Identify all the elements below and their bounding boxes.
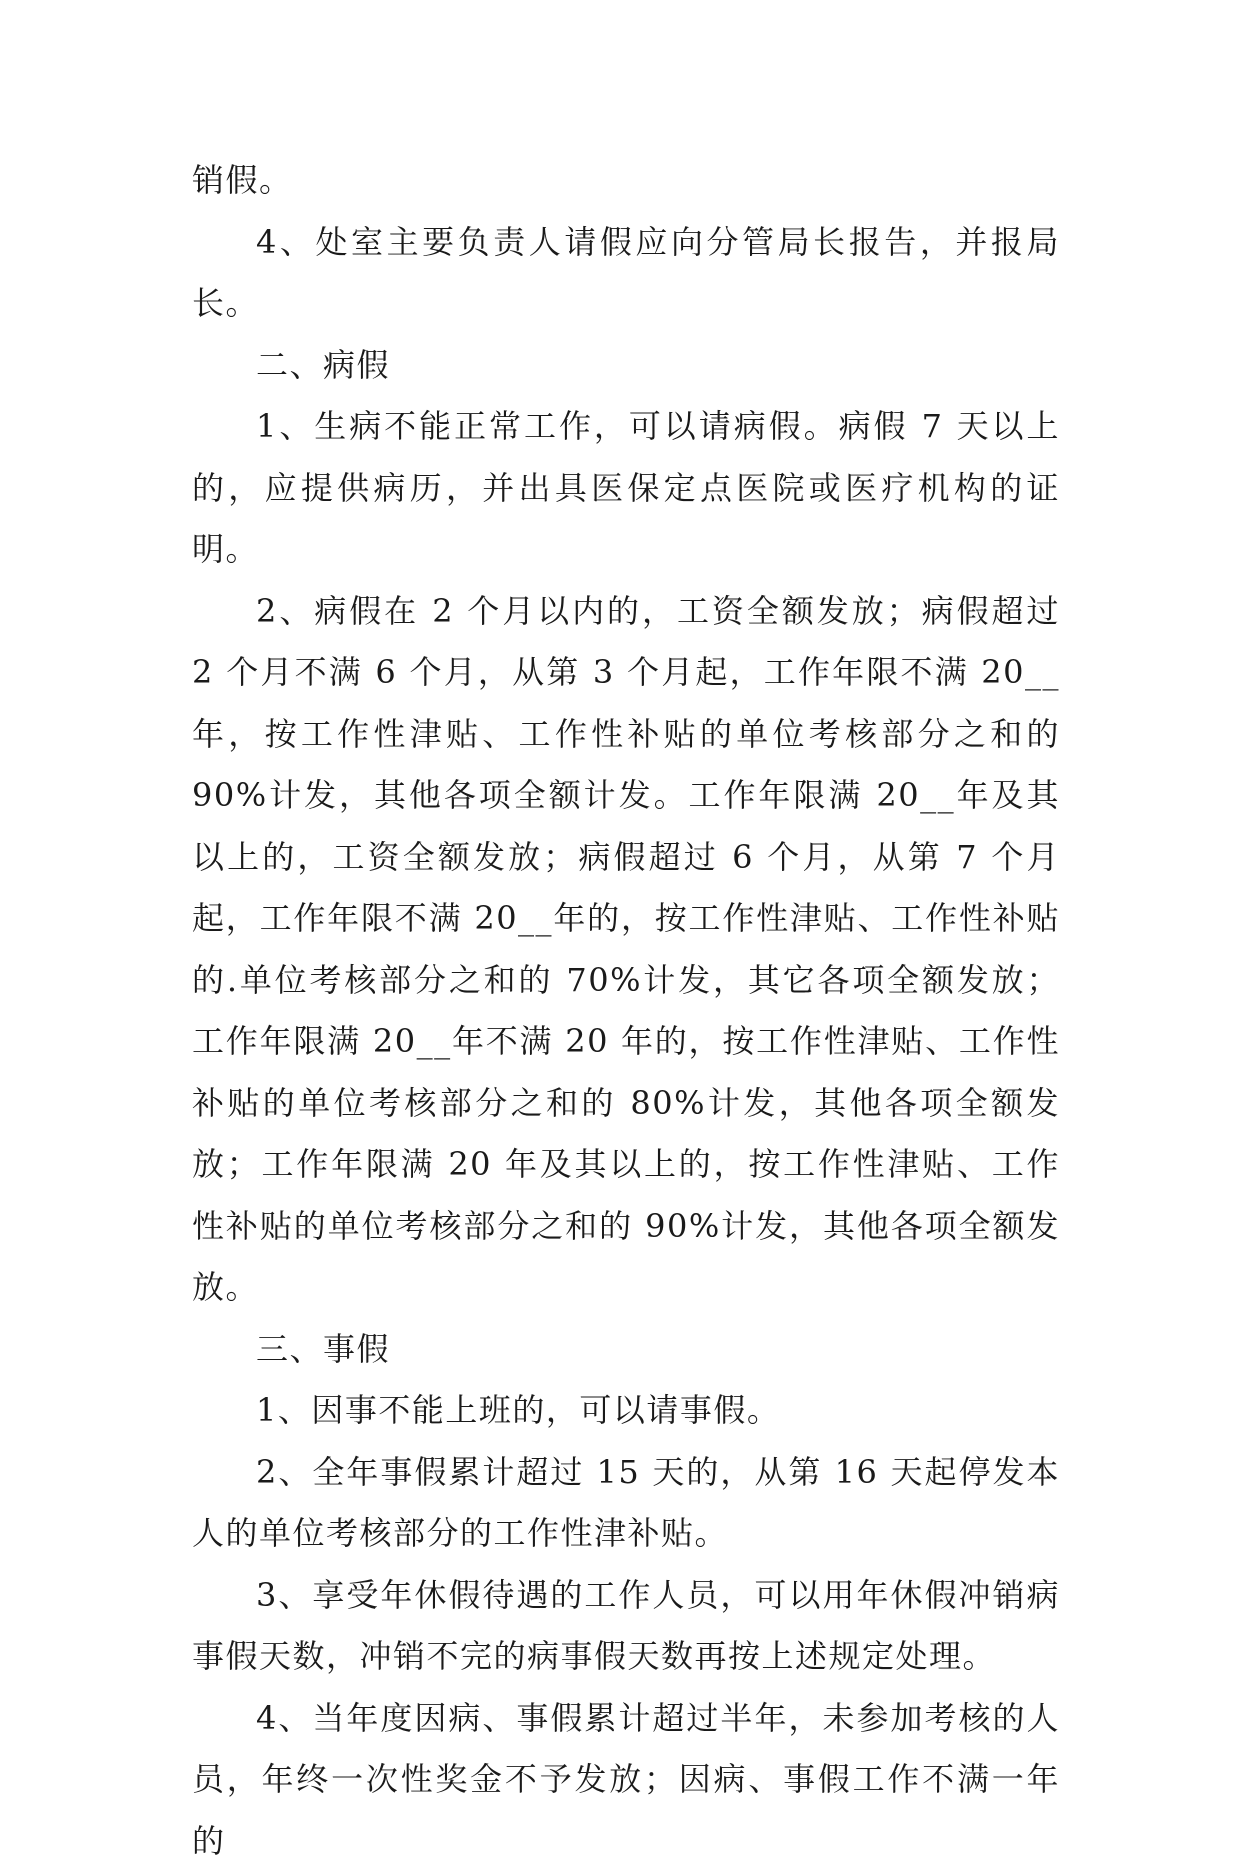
paragraph-personal-leave-2: 2、全年事假累计超过 15 天的，从第 16 天起停发本人的单位考核部分的工作性津补贴。 (192, 1442, 1060, 1565)
paragraph-personal-leave-3: 3、享受年休假待遇的工作人员，可以用年休假冲销病事假天数，冲销不完的病事假天数再按上述规定处理。 (192, 1565, 1060, 1688)
document-body (192, 150, 1060, 1872)
section-heading-sick-leave: 二、病假 (192, 335, 1060, 397)
paragraph-sick-leave-1: 1、生病不能正常工作，可以请病假。病假 7 天以上的，应提供病历，并出具医保定点医院或医疗机构的证明。 (192, 396, 1060, 581)
paragraph-sick-leave-2: 2、病假在 2 个月以内的，工资全额发放；病假超过 2 个月不满 6 个月，从第 3 个月起，工作年限不满 20__年，按工作性津贴、工作性补贴的单位考核部分之和的 90%计发，其他各项全额计发。工作年限满 20__年及其以上的，工资全额发放；病假超过 6 个月，从第 7 个月起，工作年限不满 20__年的，按工作性津贴、工作性补贴的.单位考核部分之和的 70%计发，其它各项全额发放；工作年限满 20__年不满 20 年的，按工作性津贴、工作性补贴的单位考核部分之和的 80%计发，其他各项全额发放；工作年限满 20 年及其以上的，按工作性津贴、工作性补贴的单位考核部分之和的 90%计发，其他各项全额发放。 (192, 581, 1060, 1319)
paragraph-item-4-leader-leave: 4、处室主要负责人请假应向分管局长报告，并报局长。 (192, 212, 1060, 335)
paragraph-personal-leave-1: 1、因事不能上班的，可以请事假。 (192, 1380, 1060, 1442)
section-heading-personal-leave: 三、事假 (192, 1319, 1060, 1381)
paragraph-continuation: 销假。 (192, 150, 1060, 212)
paragraph-personal-leave-4: 4、当年度因病、事假累计超过半年，未参加考核的人员，年终一次性奖金不予发放；因病、事假工作不满一年的 (192, 1688, 1060, 1872)
